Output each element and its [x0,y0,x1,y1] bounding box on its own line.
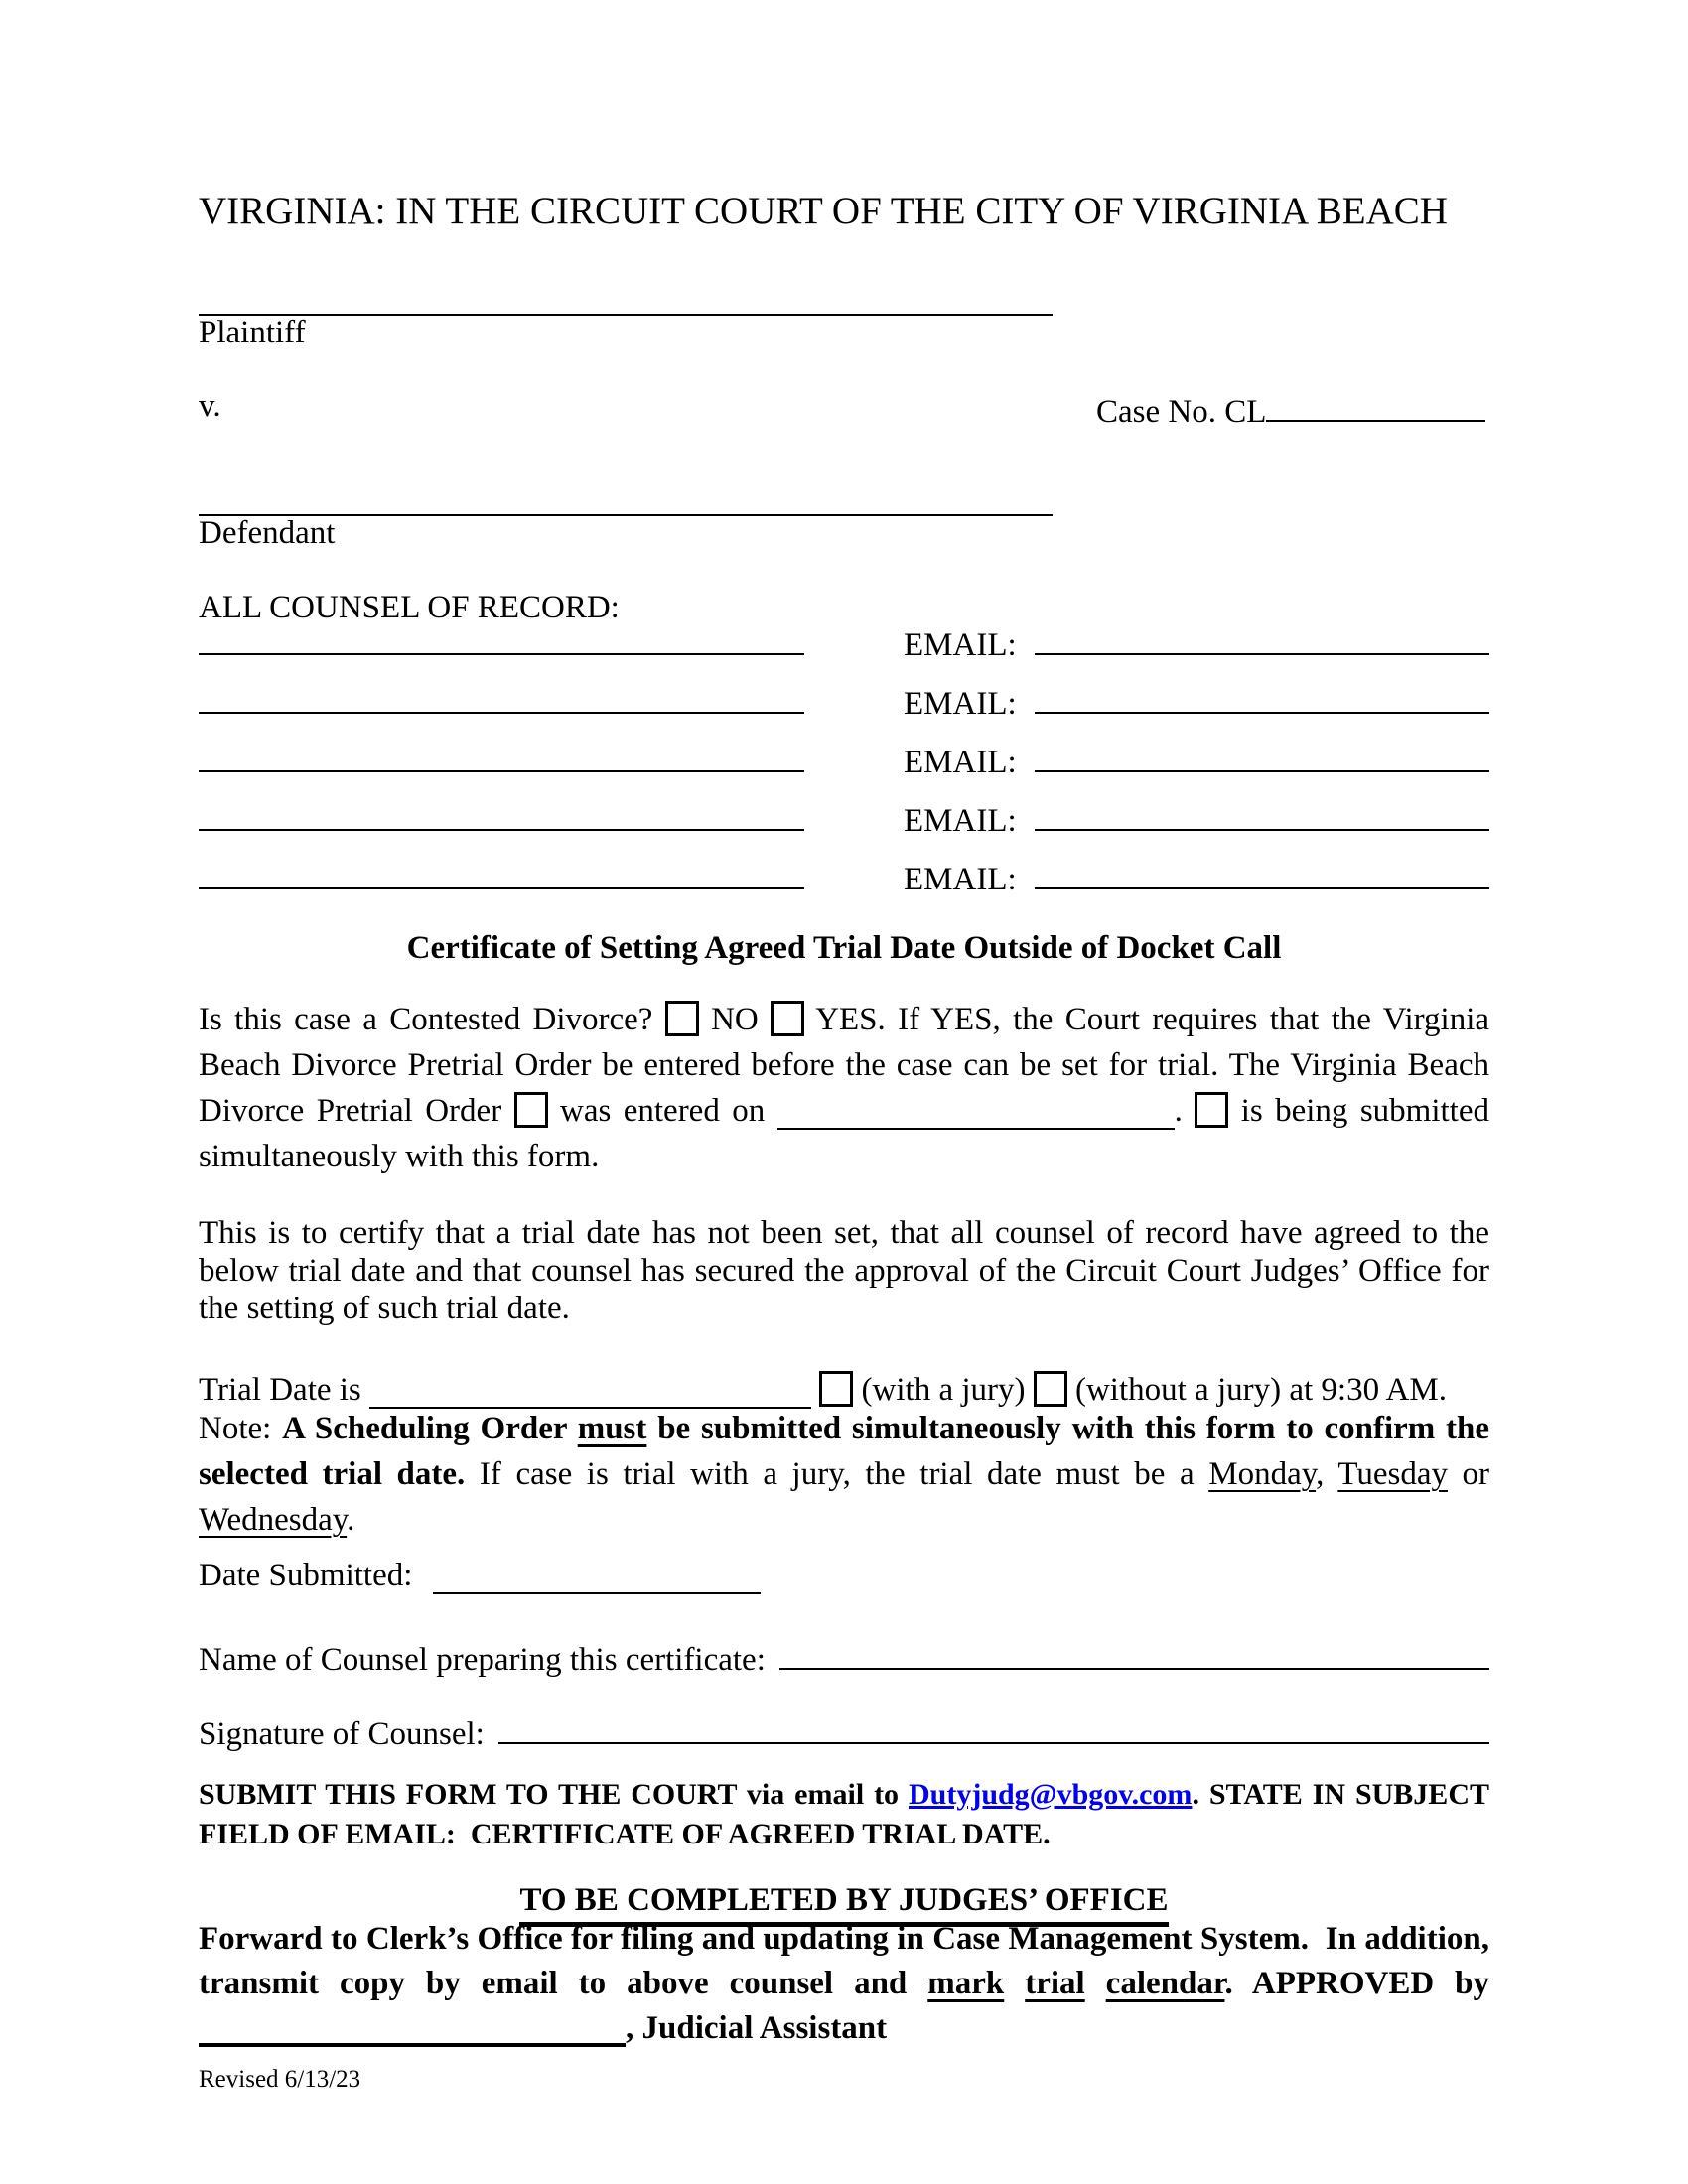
note-bold-post: be submitted simultaneously with this form to confirm the selected trial date. [199,1411,1490,1492]
note-period: . [347,1502,355,1538]
email-line[interactable] [1035,876,1489,889]
case-no-label: Case No. CL [1096,394,1267,430]
name-of-counsel-label: Name of Counsel preparing this certificate: [199,1642,766,1678]
counsel-email-row [199,743,1489,782]
defendant-label: Defendant [199,515,336,551]
versus-label: v. [199,388,221,424]
tuesday-underlined: Tuesday [1337,1456,1448,1492]
email-line[interactable] [1035,817,1489,831]
monday-underlined: Monday [1208,1456,1317,1492]
forward-paragraph [199,1917,1498,2051]
checkbox-without-jury[interactable] [1034,1371,1067,1407]
date-submitted-line[interactable] [433,1580,761,1594]
email-line[interactable] [1035,641,1489,655]
without-jury-label: (without a jury) at 9:30 AM. [1074,1372,1447,1408]
counsel-name-line[interactable] [199,758,804,772]
submit-instructions [199,1775,1497,1854]
signature-label: Signature of Counsel: [199,1716,485,1752]
note-label: Note: [199,1411,272,1446]
yes-text: YES. If YES, the Court requires that the Virginia Beach Divorce Pretrial Order be entered before the case can be set for trial. The Virginia Beach Divorce Pretrial Order [199,1002,1490,1129]
certificate-heading: Certificate of Setting Agreed Trial Date Outside of Docket Call [406,930,1282,966]
counsel-name-line[interactable] [199,817,804,831]
or-text: or [1462,1456,1490,1492]
with-jury-label: (with a jury) [861,1372,1026,1408]
approved-by-text: . APPROVED by [1224,1966,1490,2001]
trial-date-prefix: Trial Date is [199,1372,361,1408]
checkbox-yes[interactable] [771,1001,804,1036]
trial-underlined: trial [1025,1966,1085,2001]
name-of-counsel-row [199,1640,1489,1680]
email-label: EMAIL: [904,686,1017,722]
judicial-assistant-label: , Judicial Assistant [626,2010,888,2046]
plaintiff-label: Plaintiff [199,315,306,350]
page-title: VIRGINIA: IN THE CIRCUIT COURT OF THE CITY OF VIRGINIA BEACH [199,190,1448,232]
note-paragraph [199,1406,1489,1543]
approved-by-line[interactable] [199,2031,626,2047]
wednesday-underlined: Wednesday [199,1502,348,1538]
judges-office-heading: TO BE COMPLETED BY JUDGES’ OFFICE [199,1880,1489,1927]
signature-line[interactable] [498,1730,1489,1744]
period-text: . [1174,1093,1183,1129]
case-no-line[interactable] [1266,408,1485,422]
counsel-email-row [199,801,1489,841]
certify-paragraph: This is to certify that a trial date has not been set, that all counsel of record have agreed to the below trial date and that counsel has secured the approval of the Circuit Court Judges’ Office for the setting of such trial date. [199,1215,1489,1326]
date-submitted-label: Date Submitted: [199,1558,413,1593]
counsel-email-row [199,625,1489,665]
forward-body-text: Forward to Clerk’s Office for filing and updating in Case Management System. In addition, transmit copy by email to above counsel and [199,1921,1498,2001]
counsel-name-line[interactable] [199,700,804,714]
date-submitted-row [199,1556,1489,1595]
counsel-heading: ALL COUNSEL OF RECORD: [199,590,620,625]
is-being-text: is being submitted simultaneously with this form. [199,1093,1490,1174]
duty-judge-email-link[interactable]: Dutyjudg@vbgov.com [908,1778,1193,1811]
email-line[interactable] [1035,758,1489,772]
checkbox-order-is-being-submitted[interactable] [1195,1092,1228,1128]
note-bold-pre: A Scheduling Order [282,1411,567,1446]
note-plain-pre: If case is trial with a jury, the trial date must be a [479,1456,1195,1492]
calendar-underlined: calendar [1105,1966,1225,2001]
must-underlined: must [577,1411,647,1446]
counsel-name-line[interactable] [199,876,804,889]
comma-text: , [1316,1456,1325,1492]
entered-date-line[interactable] [777,1116,1175,1130]
name-of-counsel-line[interactable] [779,1656,1489,1670]
email-label: EMAIL: [904,627,1017,663]
counsel-name-line[interactable] [199,641,804,655]
revision-note: Revised 6/13/23 [199,2066,361,2093]
email-line[interactable] [1035,700,1489,714]
signature-of-counsel-row [199,1714,1489,1754]
checkbox-no[interactable] [665,1001,699,1036]
contested-question: Is this case a Contested Divorce? [199,1002,653,1037]
was-entered-text: was entered on [560,1093,766,1129]
checkbox-order-was-entered[interactable] [514,1092,548,1128]
submit-post-link: . STATE IN SUBJECT FIELD OF EMAIL: CERTIFICATE OF AGREED TRIAL DATE. [199,1778,1497,1850]
email-label: EMAIL: [904,745,1017,780]
email-label: EMAIL: [904,862,1017,897]
email-label: EMAIL: [904,803,1017,839]
counsel-email-row [199,684,1489,724]
checkbox-with-jury[interactable] [819,1371,853,1407]
submit-pre-link: SUBMIT THIS FORM TO THE COURT via email to [199,1778,900,1811]
trial-date-row [199,1370,1489,1410]
mark-underlined: mark [927,1966,1005,2001]
no-label: NO [711,1002,759,1037]
contested-divorce-paragraph [199,997,1489,1179]
counsel-email-row [199,860,1489,899]
